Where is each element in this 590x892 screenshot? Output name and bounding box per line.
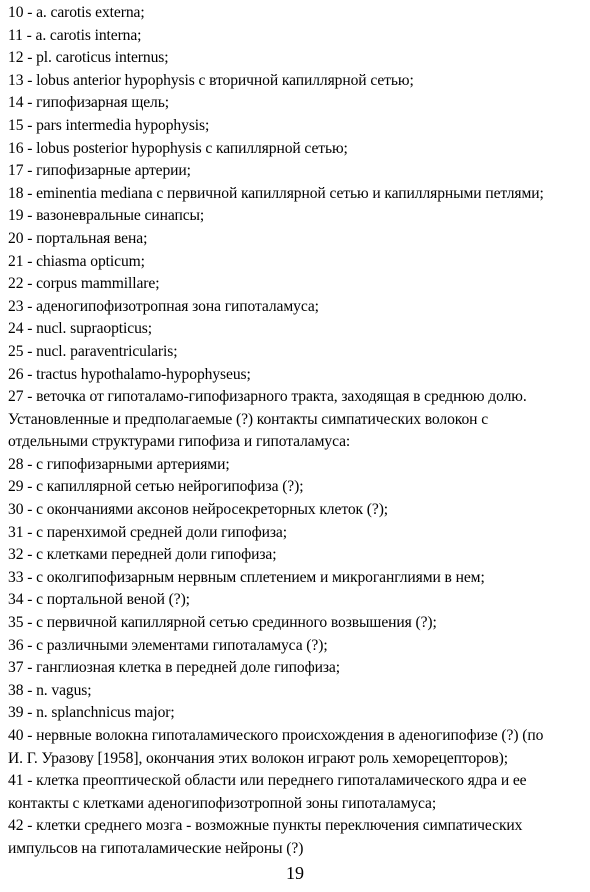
legend-line: 24 - nucl. supraopticus; (8, 320, 152, 338)
legend-line: 12 - pl. caroticus internus; (8, 49, 169, 67)
legend-line: 31 - с паренхимой средней доли гипофиза; (8, 523, 287, 541)
legend-line: 19 - вазоневральные синапсы; (8, 207, 205, 225)
legend-line: 34 - с портальной веной (?); (8, 591, 190, 609)
legend-line: 17 - гипофизарные артерии; (8, 162, 191, 180)
legend-line: контакты с клетками аденогипофизотропной зоны гипоталамуса; (8, 794, 437, 812)
legend-line: 23 - аденогипофизотропная зона гипоталамуса; (8, 297, 319, 315)
legend-line: отдельными структурами гипофиза и гипоталамуса: (8, 433, 351, 451)
legend-line: 16 - lobus posterior hypophysis с капиллярной сетью; (8, 139, 348, 157)
legend-line: 27 - веточка от гипоталамо-гипофизарного тракта, заходящая в среднюю долю. (8, 388, 527, 406)
legend-line: 14 - гипофизарная щель; (8, 94, 169, 112)
page-number: 19 (286, 863, 304, 883)
legend-line: 40 - нервные волокна гипоталамического происхождения в аденогипофизе (?) (по (8, 727, 544, 744)
legend-line: 28 - с гипофизарными артериями; (8, 455, 230, 473)
legend-line: 10 - a. carotis externa; (8, 4, 145, 21)
legend-line: 18 - eminentia mediana с первичной капиллярной сетью и капиллярными петлями; (8, 184, 544, 202)
legend-line: 13 - lobus anterior hypophysis с вторичной капиллярной сетью; (8, 71, 414, 89)
legend-line: 36 - с различными элементами гипоталамуса (?); (8, 636, 328, 654)
legend-line: 42 - клетки среднего мозга - возможные пункты переключения симпатических (8, 817, 523, 835)
legend-line: 41 - клетка преоптической области или переднего гипоталамического ядра и ее (8, 772, 527, 790)
legend-line: 21 - chiasma opticum; (8, 252, 145, 270)
legend-line: 38 - n. vagus; (8, 681, 92, 699)
legend-line: 32 - с клетками передней доли гипофиза; (8, 546, 277, 564)
legend-line: импульсов на гипоталамические нейроны (?) (8, 839, 304, 857)
legend-line: 33 - с околгипофизарным нервным сплетением и микроганглиями в нем; (8, 568, 485, 586)
legend-line: Установленные и предполагаемые (?) контакты симпатических волокон с (8, 410, 489, 428)
legend-line: 37 - ганглиозная клетка в передней доле гипофиза; (8, 659, 340, 677)
legend-line: 26 - tractus hypothalamo-hypophyseus; (8, 365, 251, 383)
legend-line: 11 - a. carotis interna; (8, 26, 142, 44)
legend-line: 15 - pars intermedia hypophysis; (8, 116, 210, 134)
legend-line: 30 - с окончаниями аксонов нейросекреторных клеток (?); (8, 501, 389, 519)
legend-line: 22 - corpus mammillare; (8, 275, 160, 293)
legend-line: 29 - с капиллярной сетью нейрогипофиза (?); (8, 478, 304, 496)
legend-line: И. Г. Уразову [1958], окончания этих волокон играют роль хеморецепторов); (8, 749, 509, 767)
legend-line: 20 - портальная вена; (8, 229, 148, 247)
legend-line: 39 - n. splanchnicus major; (8, 704, 175, 722)
legend-line: 25 - nucl. paraventricularis; (8, 342, 178, 360)
legend-text (8, 2, 584, 861)
legend-line: 35 - с первичной капиллярной сетью срединного возвышения (?); (8, 614, 437, 632)
